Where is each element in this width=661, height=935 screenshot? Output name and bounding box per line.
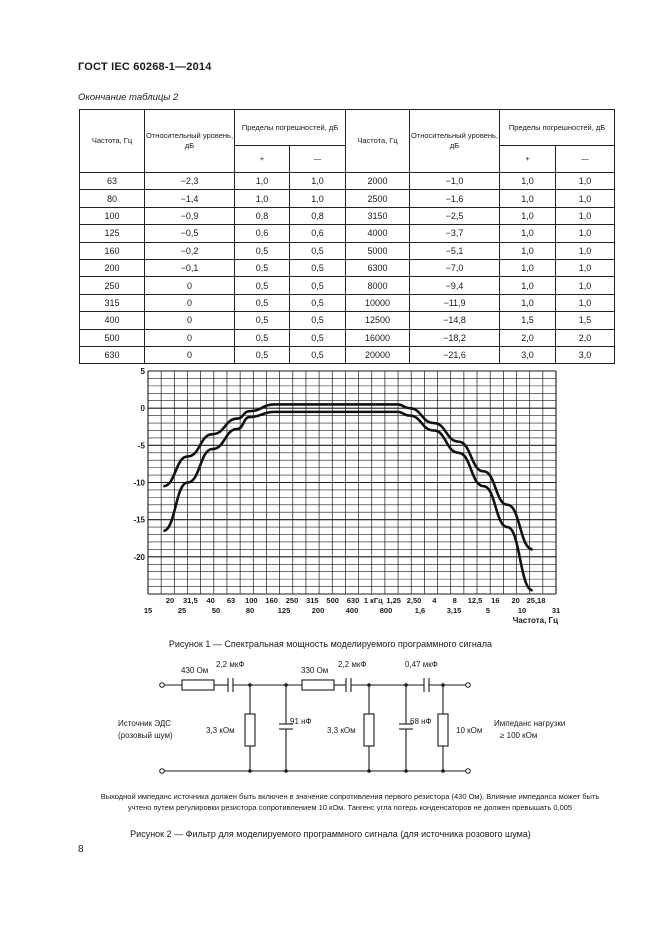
header-level-2: Относительный уровень, дБ [410, 110, 500, 173]
x-tick-label-bottom: 15 [143, 606, 153, 615]
y-tick-label: 0 [140, 404, 145, 414]
table-cell: 1,0 [235, 173, 290, 190]
table-cell: 1,0 [500, 225, 556, 242]
table-cell: 8000 [346, 277, 410, 294]
table-cell: 2,0 [556, 329, 615, 346]
x-tick-label-top: 20 [165, 596, 175, 605]
table-cell: 0,8 [235, 207, 290, 224]
x-tick-label-top: 31,5 [183, 596, 198, 605]
table-cell: 3,0 [556, 346, 615, 363]
table-cell: 0 [145, 277, 235, 294]
table-cell: 1,0 [290, 190, 346, 207]
x-tick-label-top: 2,50 [406, 596, 422, 605]
x-tick-label-bottom: 125 [277, 606, 291, 615]
load-label-2: ≥ 100 кОм [500, 731, 538, 740]
label-c1: 2,2 мкФ [216, 660, 245, 669]
table-cell: −2,5 [410, 207, 500, 224]
label-r2: 330 Ом [301, 666, 329, 675]
table-cell: 0,5 [290, 294, 346, 311]
table-cell: 630 [80, 346, 145, 363]
table-cell: 0,5 [290, 277, 346, 294]
x-tick-label-top: 500 [326, 596, 339, 605]
x-tick-label-top: 315 [306, 596, 319, 605]
table-cell: −0,5 [145, 225, 235, 242]
y-tick-label: -20 [133, 552, 145, 562]
table-cell: 0,5 [235, 312, 290, 329]
table-cell: 1,0 [556, 173, 615, 190]
table-cell: 0,6 [235, 225, 290, 242]
x-tick-label-top: 63 [226, 596, 236, 605]
label-c2: 2,2 мкФ [338, 660, 367, 669]
x-tick-label-top: 8 [452, 596, 457, 605]
table-cell: 1,0 [556, 190, 615, 207]
input-terminal-bottom [160, 769, 165, 774]
x-tick-label-bottom: 10 [517, 606, 527, 615]
y-tick-label: -10 [133, 478, 145, 488]
input-terminal-top [160, 683, 165, 688]
table-cell: 20000 [346, 346, 410, 363]
table-cell: −18,2 [410, 329, 500, 346]
x-tick-label-top: 250 [285, 596, 299, 605]
table-cell: −3,7 [410, 225, 500, 242]
table-cell: 1,0 [500, 207, 556, 224]
resistor-rs2 [364, 714, 374, 746]
table-cell: 3150 [346, 207, 410, 224]
label-rs3: 10 кОм [456, 726, 483, 735]
table-cell: −0,1 [145, 259, 235, 276]
header-level: Относительный уровень, дБ [145, 110, 235, 173]
source-label-2: (розовый шум) [118, 731, 173, 740]
table-cell: 80 [80, 190, 145, 207]
x-tick-label-bottom: 80 [245, 606, 255, 615]
resistor-rs3 [438, 714, 448, 746]
table-cell: 0,5 [290, 242, 346, 259]
x-tick-label-top: 160 [265, 596, 278, 605]
table-cell: 315 [80, 294, 145, 311]
header-limits-2: Пределы погрешностей, дБ [500, 110, 615, 146]
table-cell: 1,0 [556, 207, 615, 224]
table-cell: −14,8 [410, 312, 500, 329]
label-rs2: 3,3 кОм [327, 726, 356, 735]
table-cell: 63 [80, 173, 145, 190]
table-cell: 100 [80, 207, 145, 224]
table-cell: 1,0 [290, 173, 346, 190]
table-cell: 12500 [346, 312, 410, 329]
x-tick-label-top: 20 [511, 596, 520, 605]
table-cell: 1,0 [500, 277, 556, 294]
figure2-note: Выходной импеданс источника должен быть включен в значение сопротивления первого резистора (430 Ом). Влияние импеданса может быть учтено путем регулировки резистора сопротивлением 10 кОм. Тангенс угла потерь конденсаторов не должен превышать 0,005 [100, 792, 600, 812]
table-cell: 0,5 [235, 277, 290, 294]
header-frequency-2: Частота, Гц [346, 110, 410, 173]
x-tick-label-top: 12,5 [467, 596, 483, 605]
x-tick-label-bottom: 400 [345, 606, 359, 615]
label-cs1: 91 нФ [290, 717, 312, 726]
table-cell: 1,0 [235, 190, 290, 207]
table-cell: 1,0 [556, 277, 615, 294]
table-cell: 3,0 [500, 346, 556, 363]
table-cell: 0 [145, 294, 235, 311]
y-tick-label: -5 [137, 441, 145, 451]
output-terminal-bottom [466, 769, 471, 774]
table-cell: 160 [80, 242, 145, 259]
table-cell: 1,0 [500, 294, 556, 311]
page-number: 8 [78, 844, 84, 855]
table-cell: 200 [80, 259, 145, 276]
table-cell: 1,0 [500, 242, 556, 259]
table-cell: 6300 [346, 259, 410, 276]
x-tick-label-bottom: 1,6 [414, 606, 426, 615]
table-cell: 0,5 [290, 259, 346, 276]
x-tick-label-top: 100 [245, 596, 258, 605]
table-cell: 16000 [346, 329, 410, 346]
x-tick-label-top: 16 [491, 596, 500, 605]
table-cell: 0,5 [290, 329, 346, 346]
table-cell: −11,9 [410, 294, 500, 311]
table-cell: −5,1 [410, 242, 500, 259]
table-cell: 125 [80, 225, 145, 242]
x-tick-label-bottom: 800 [379, 606, 393, 615]
figure2-caption: Рисунок 2 — Фильтр для моделируемого программного сигнала (для источника розового шума) [130, 829, 531, 839]
table-cell: 10000 [346, 294, 410, 311]
resistor-r2 [302, 680, 334, 690]
table-cell: 0,6 [290, 225, 346, 242]
table-cell: 2000 [346, 173, 410, 190]
table-cell: 5000 [346, 242, 410, 259]
table-cell: 0,5 [235, 242, 290, 259]
table-cell: −21,6 [410, 346, 500, 363]
table-cell: 1,0 [556, 242, 615, 259]
resistor-r1 [182, 680, 214, 690]
y-tick-label: -15 [133, 515, 145, 525]
resistor-rs1 [245, 714, 255, 746]
x-tick-label-bottom: 50 [211, 606, 221, 615]
x-tick-label-top: 1,25 [386, 596, 401, 605]
table-cell: −1,4 [145, 190, 235, 207]
source-label-1: Источник ЭДС [118, 719, 172, 728]
x-tick-label-bottom: 31 [551, 606, 561, 615]
label-r1: 430 Ом [181, 666, 209, 675]
x-tick-label-top: 630 [346, 596, 360, 605]
figure1-caption: Рисунок 1 — Спектральная мощность моделируемого программного сигнала [168, 639, 493, 649]
table-cell: 0 [145, 329, 235, 346]
x-tick-label-bottom: 25 [177, 606, 187, 615]
table-cell: 250 [80, 277, 145, 294]
document-header: ГОСТ IEC 60268-1—2014 [78, 61, 212, 73]
header-frequency: Частота, Гц [80, 110, 145, 173]
header-limits: Пределы погрешностей, дБ [235, 110, 346, 146]
table-cell: 0,5 [235, 294, 290, 311]
x-tick-label-bottom: 200 [311, 606, 325, 615]
table-cell: 1,0 [556, 259, 615, 276]
output-terminal-top [466, 683, 471, 688]
table-cell: 0,5 [235, 259, 290, 276]
table-cell: 0 [145, 346, 235, 363]
x-tick-label-bottom: 3,15 [446, 606, 462, 615]
table-cell: 1,0 [556, 225, 615, 242]
x-tick-label-bottom: 5 [485, 606, 491, 615]
table-cell: 0,8 [290, 207, 346, 224]
header-plus: + [235, 146, 290, 173]
label-c3: 0,47 мкФ [405, 660, 438, 669]
table-cell: 2500 [346, 190, 410, 207]
x-tick-label-top: 40 [206, 596, 215, 605]
table-cell: 2,0 [500, 329, 556, 346]
table-cell: −9,4 [410, 277, 500, 294]
table-cell: 0,5 [290, 346, 346, 363]
table-cell: −0,2 [145, 242, 235, 259]
header-plus-2: + [500, 146, 556, 173]
table-cell: 1,0 [500, 259, 556, 276]
header-minus: — [290, 146, 346, 173]
x-tick-label-top: 1 кГц [363, 596, 383, 605]
table-cell: −2,3 [145, 173, 235, 190]
label-cs2: 68 нФ [410, 717, 432, 726]
table-caption: Окончание таблицы 2 [78, 92, 179, 103]
label-rs1: 3,3 кОм [206, 726, 235, 735]
table-cell: −1,6 [410, 190, 500, 207]
table-cell: 0,5 [235, 329, 290, 346]
table-cell: 1,5 [500, 312, 556, 329]
load-label-1: Импеданс нагрузки [494, 719, 566, 728]
y-tick-label: 5 [140, 367, 145, 376]
table-cell: 500 [80, 329, 145, 346]
table-cell: −0,9 [145, 207, 235, 224]
table-cell: 1,0 [500, 173, 556, 190]
table-cell: 1,5 [556, 312, 615, 329]
table-cell: −7,0 [410, 259, 500, 276]
table-cell: 0,5 [235, 346, 290, 363]
x-tick-label-top: 4 [432, 596, 437, 605]
x-tick-label-top: 25,18 [526, 596, 546, 605]
table-cell: 1,0 [556, 294, 615, 311]
table-cell: 0 [145, 312, 235, 329]
table-cell: 400 [80, 312, 145, 329]
x-axis-label: Частота, Гц [512, 616, 558, 625]
table-cell: −1,0 [410, 173, 500, 190]
header-minus-2: — [556, 146, 615, 173]
table-cell: 0,5 [290, 312, 346, 329]
table-cell: 1,0 [500, 190, 556, 207]
table-cell: 4000 [346, 225, 410, 242]
